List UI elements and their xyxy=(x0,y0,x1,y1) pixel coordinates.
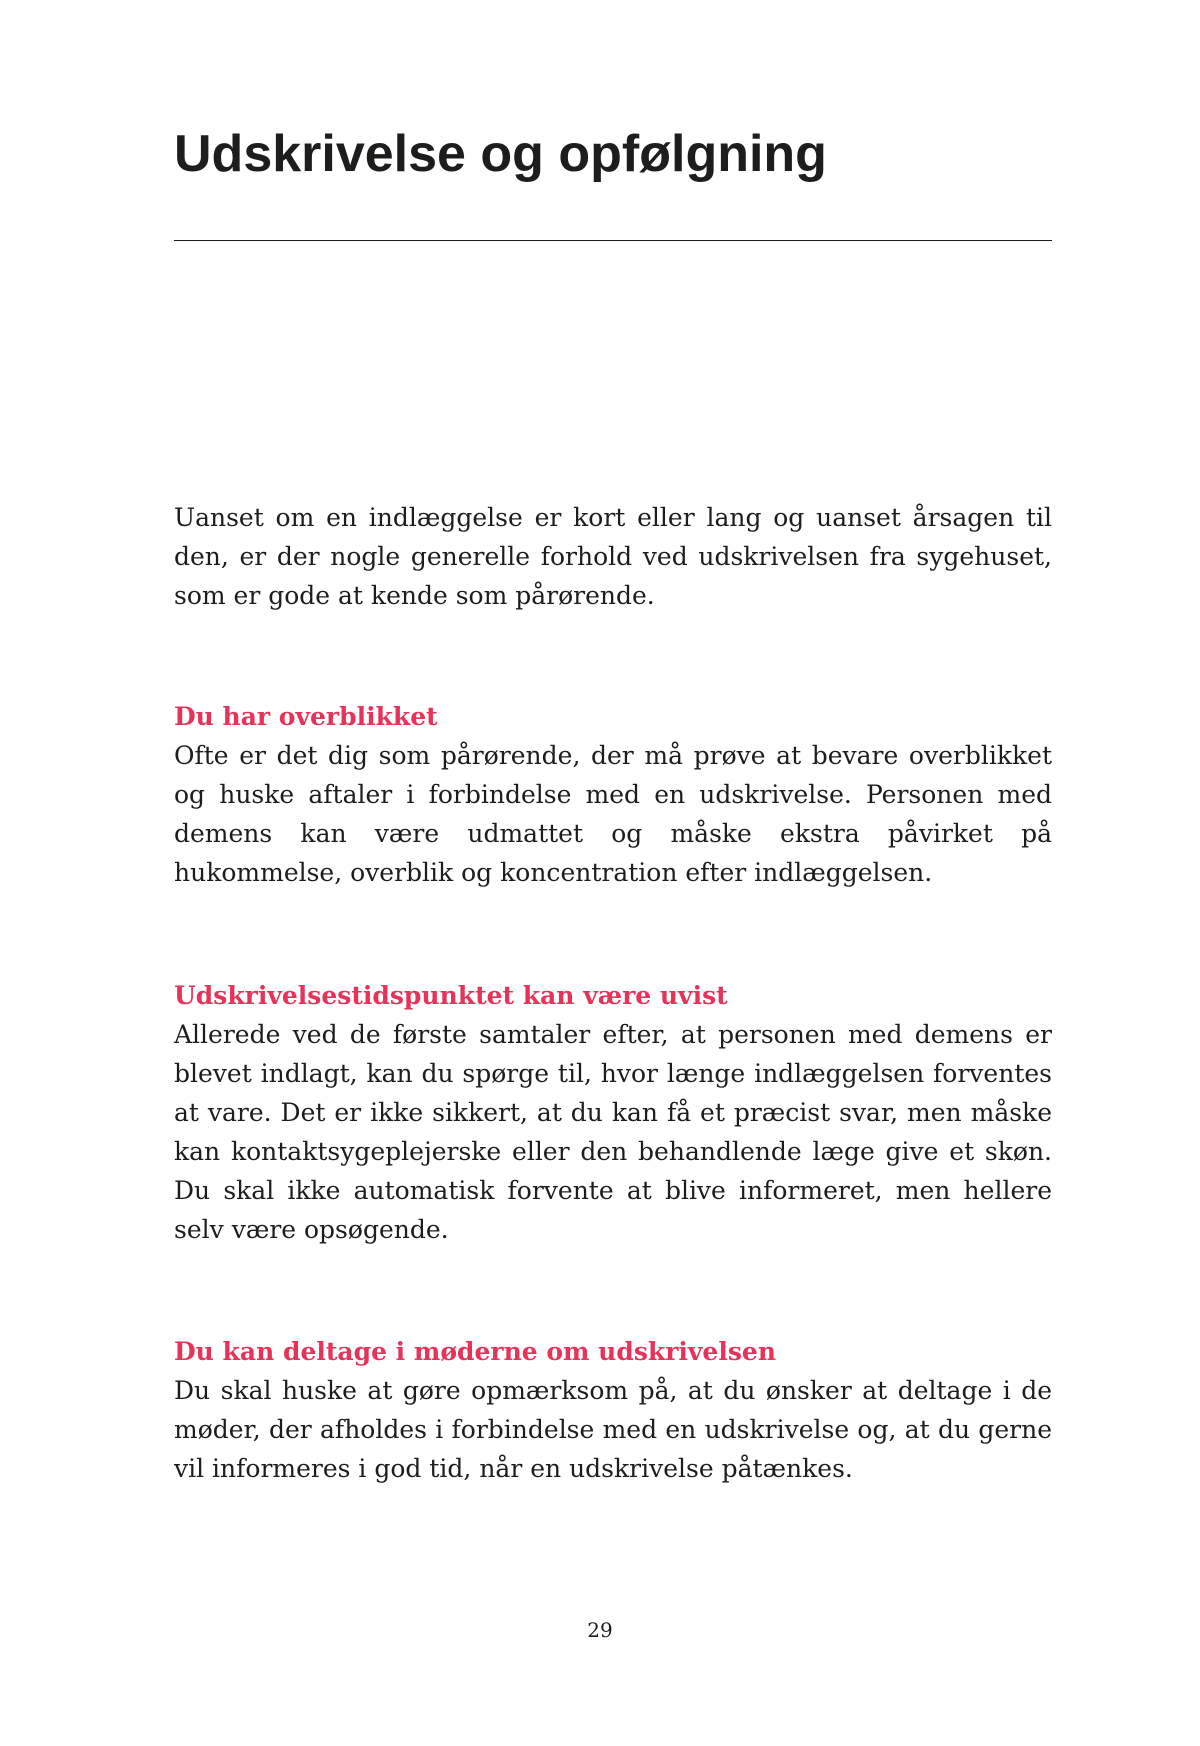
section-paragraph: Ofte er det dig som pårørende, der må prøve at bevare overblikket og huske aftaler i forbindelse med en udskrivelse. Personen med demens kan være udmattet og måske ekstra påvirket på hukommelse, overblik og koncentration efter indlæggelsen. xyxy=(174,741,1052,887)
section-paragraph: Du skal huske at gøre opmærksom på, at du ønsker at deltage i de møder, der afholdes i forbindelse med en udskrivelse og, at du gerne vil informeres i god tid, når en udskrivelse påtænkes. xyxy=(174,1376,1052,1483)
page-number: 29 xyxy=(587,1618,613,1642)
intro-paragraph: Uanset om en indlæggelse er kort eller lang og uanset årsagen til den, er der nogle generelle forhold ved udskrivelsen fra sygehuset, som er gode at kende som pårørende. xyxy=(174,503,1052,610)
section-heading: Udskrivelsestidspunktet kan være uvist xyxy=(174,981,728,1010)
section-heading: Du har overblikket xyxy=(174,702,438,731)
section-heading: Du kan deltage i møderne om udskrivelsen xyxy=(174,1337,776,1366)
title-divider xyxy=(174,240,1052,241)
section-moeder xyxy=(174,1332,1052,1488)
section-overblik xyxy=(174,697,1052,892)
page-title: Udskrivelse og opfølgning xyxy=(174,125,827,183)
section-paragraph: Allerede ved de første samtaler efter, at personen med demens er blevet indlagt, kan du spørge til, hvor længe indlæggelsen forventes at vare. Det er ikke sikkert, at du kan få et præcist svar, men måske kan kontaktsygeplejerske eller den behandlende læge give et skøn. Du skal ikke automatisk forvente at blive informeret, men hellere selv være opsøgende. xyxy=(174,1020,1052,1244)
section-udskrivelsestidspunkt xyxy=(174,976,1052,1249)
